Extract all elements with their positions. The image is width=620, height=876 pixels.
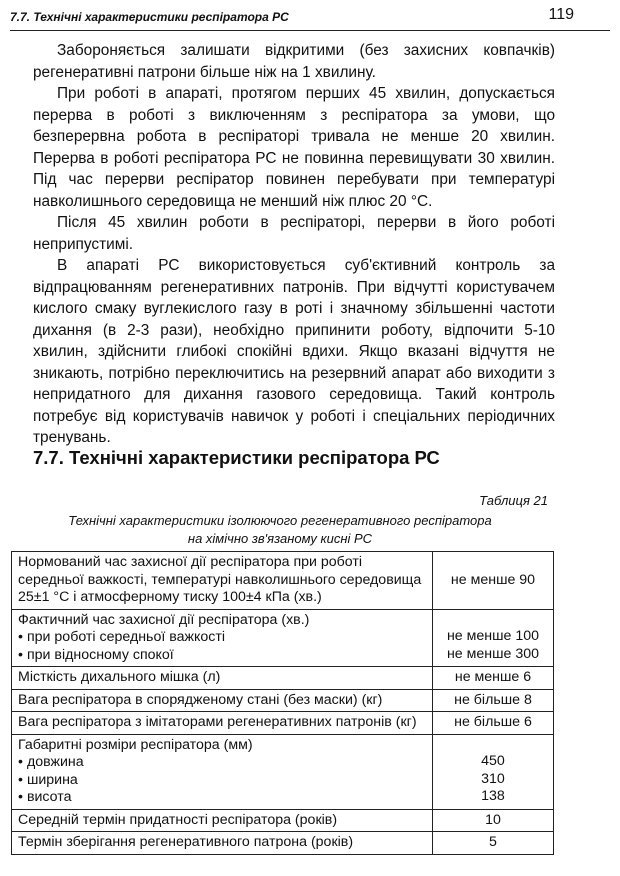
table-cell-parameter: Вага респіратора з імітаторами регенеративних патронів (кг) [12, 712, 433, 735]
table-cell-parameter [12, 609, 433, 667]
parameter-sub-item: • довжина [18, 754, 427, 772]
sub-value: не менше 300 [446, 645, 540, 662]
table-row [12, 552, 554, 610]
paragraph: Після 45 хвилин роботи в респіраторі, перерви в його роботі неприпустимі. [33, 214, 555, 253]
table-cell-parameter: Вага респіратора в спорядженому стані (без маски) (кг) [12, 689, 433, 712]
table-cell-value [433, 734, 554, 809]
running-header [10, 6, 610, 31]
table-cell-parameter: Місткість дихального мішка (л) [12, 667, 433, 690]
parameter-sub-item: • висота [18, 789, 427, 807]
table-cell-value: 10 [433, 809, 554, 832]
table-label: Таблиця 21 [479, 493, 548, 508]
parameter-name: Габаритні розміри респіратора (мм) [18, 736, 253, 753]
sub-value: не менше 100 [446, 628, 540, 644]
table-row [12, 689, 554, 712]
paragraph: Забороняється залишати відкритими (без захисних ковпачків) регенеративні патрони більше ніж на 1 хвилину. [33, 42, 555, 81]
parameter-name: Фактичний час захисної дії респіратора (хв.) [18, 611, 310, 628]
sub-value: 138 [481, 788, 505, 804]
sub-value: 450 [481, 753, 505, 769]
paragraph: В апараті РС використовується суб'єктивний контроль за відпрацюванням регенеративних патронів. При відчутті користувачем кислого смаку вуглекислого газу в роті і значному збільшенні частоти дихання (в 2-3 рази), необхідно припинити роботу, відпочити 5-10 хвилин, здійснити глибокі спокійні вдихи. Якщо вказані відчуття не зникають, потрібно переключитись на резервний апарат або виходити з непридатного для дихання газового середовища. Такий контроль потребує від користувачів навичок у роботі і спеціальних періодичних тренувань. [33, 257, 555, 446]
table-caption [20, 512, 540, 548]
table-row [12, 712, 554, 735]
table-cell-value [433, 609, 554, 667]
sub-value: 310 [481, 770, 505, 787]
table-cell-value: не менше 90 [433, 552, 554, 610]
table-cell-parameter: Середній термін придатності респіратора (років) [12, 809, 433, 832]
table-caption-line: Технічні характеристики ізолюючого регенеративного респіратора [68, 513, 492, 528]
paragraph: При роботі в апараті, протягом перших 45 хвилин, допускається перерва в роботі з виключенням з респіратора за умови, що безперервна робота в респіраторі тривала не менше 20 хвилин. Перерва в роботі респіратора РС не повинна перевищувати 30 хвилин. Під час перерви респіратор повинен перебувати при температурі навколишнього середовища не менший ніж плюс 20 °С. [33, 85, 555, 210]
table-cell-parameter: Термін зберігання регенеративного патрона (років) [12, 832, 433, 855]
table-cell-value: не більше 6 [433, 712, 554, 735]
body-text [33, 40, 555, 449]
table-row [12, 734, 554, 809]
specs-table [11, 551, 554, 855]
parameter-sub-item: • при роботі середньої важкості [18, 629, 427, 647]
table-row [12, 832, 554, 855]
table-caption-line: на хімічно зв'язаному кисні РС [187, 531, 373, 546]
running-header-title: 7.7. Технічні характеристики респіратора РС [10, 10, 289, 24]
table-cell-parameter: Нормований час захисної дії респіратора при роботі середньої важкості, температурі навколишнього середовища 25±1 °С і атмосферному тиску 100±4 кПа (хв.) [12, 552, 433, 610]
section-heading: 7.7. Технічні характеристики респіратора РС [33, 447, 440, 468]
page-number: 119 [548, 6, 574, 23]
table-cell-value: 5 [433, 832, 554, 855]
parameter-sub-item: • при відносному спокої [18, 647, 427, 665]
table-cell-parameter [12, 734, 433, 809]
table-row [12, 809, 554, 832]
table-cell-value: не більше 8 [433, 689, 554, 712]
table-row [12, 609, 554, 667]
parameter-sub-item: • ширина [18, 772, 427, 790]
table-cell-value: не менше 6 [433, 667, 554, 690]
table-row [12, 667, 554, 690]
